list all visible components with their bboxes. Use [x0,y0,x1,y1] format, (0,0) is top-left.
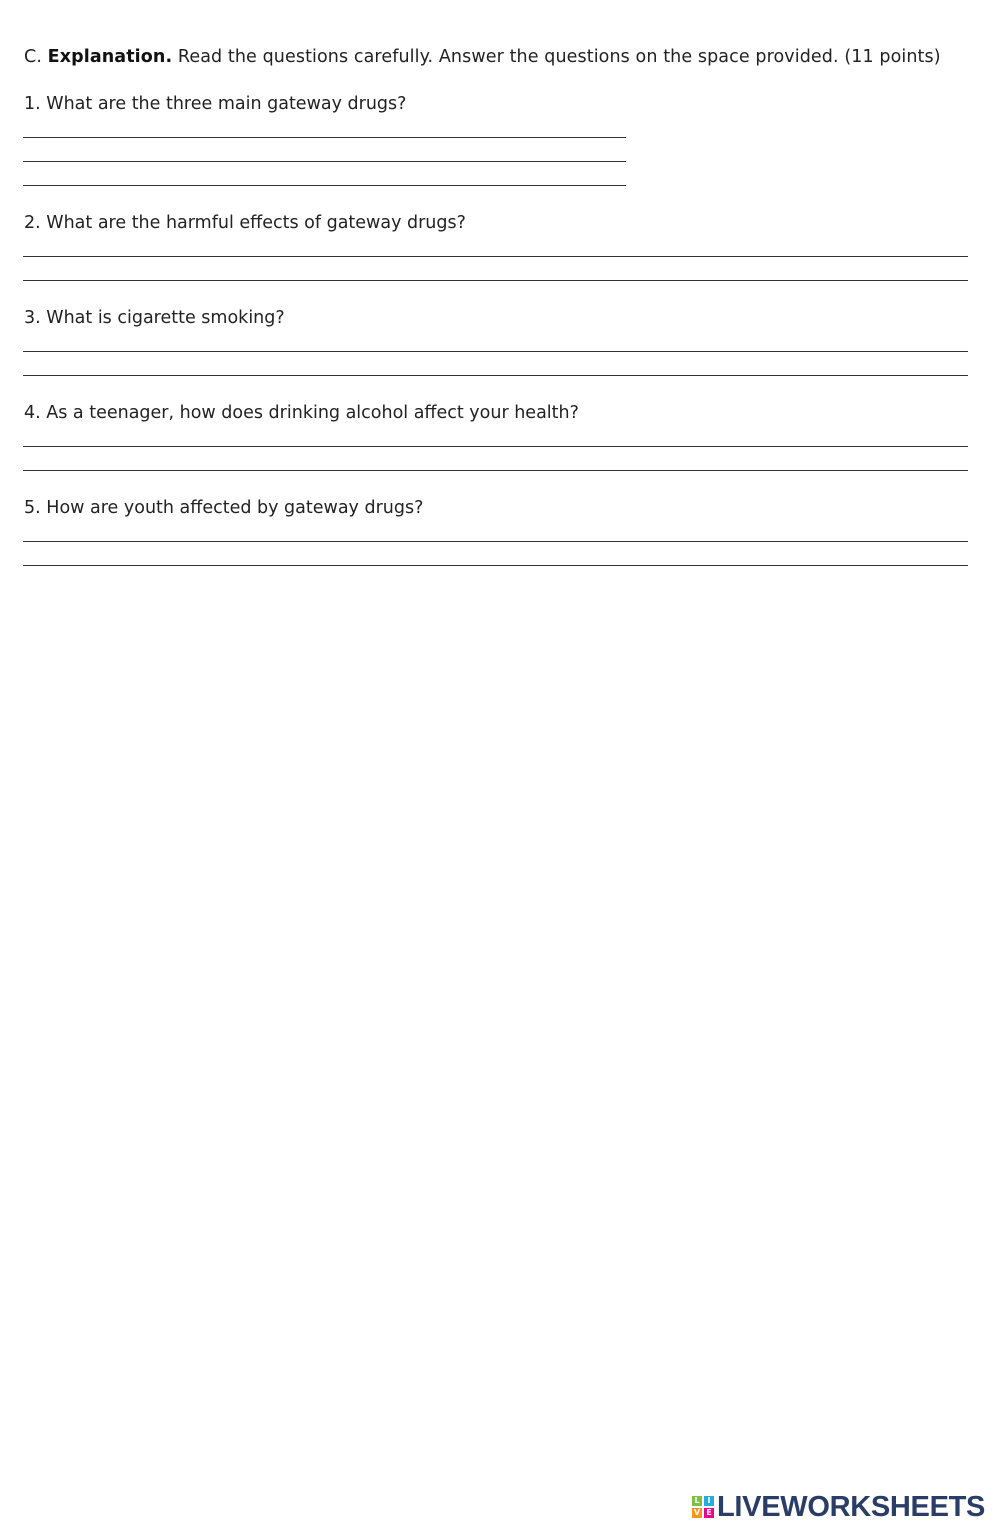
logo-mark-tile: L [692,1496,702,1506]
question-number: 3. [24,308,41,328]
question-number: 5. [24,498,41,518]
question-4 [24,403,579,423]
question-number: 1. [24,94,41,114]
answer-line[interactable] [23,375,968,376]
question-number: 4. [24,403,41,423]
liveworksheets-logo [692,1490,985,1524]
question-1 [24,94,406,114]
answer-line[interactable] [23,185,626,186]
section-title: Explanation. [47,47,173,67]
answer-line[interactable] [23,565,968,566]
logo-mark-tile: V [693,1508,701,1517]
question-5 [24,498,423,518]
answer-line[interactable] [23,256,968,257]
answer-line[interactable] [23,541,968,542]
logo-mark-tile: I [704,1496,714,1506]
answer-line[interactable] [23,351,968,352]
answer-line[interactable] [23,470,968,471]
question-text: What are the three main gateway drugs? [46,94,407,114]
question-text: What are the harmful effects of gateway drugs? [46,213,466,233]
logo-mark-icon [692,1496,714,1518]
question-2 [24,213,466,233]
instructions [24,47,941,67]
question-text: As a teenager, how does drinking alcohol affect your health? [46,403,579,423]
question-text: What is cigarette smoking? [46,308,285,328]
answer-line[interactable] [23,446,968,447]
answer-line[interactable] [23,161,626,162]
question-number: 2. [24,213,41,233]
answer-line[interactable] [23,280,968,281]
logo-mark-tile: E [704,1508,714,1518]
question-text: How are youth affected by gateway drugs? [46,498,424,518]
logo-text: LIVEWORKSHEETS [717,1490,986,1523]
section-letter: C. [24,47,48,67]
question-3 [24,308,285,328]
instruction-text: Read the questions carefully. Answer the questions on the space provided. (11 points) [172,47,941,67]
answer-line[interactable] [23,137,626,138]
